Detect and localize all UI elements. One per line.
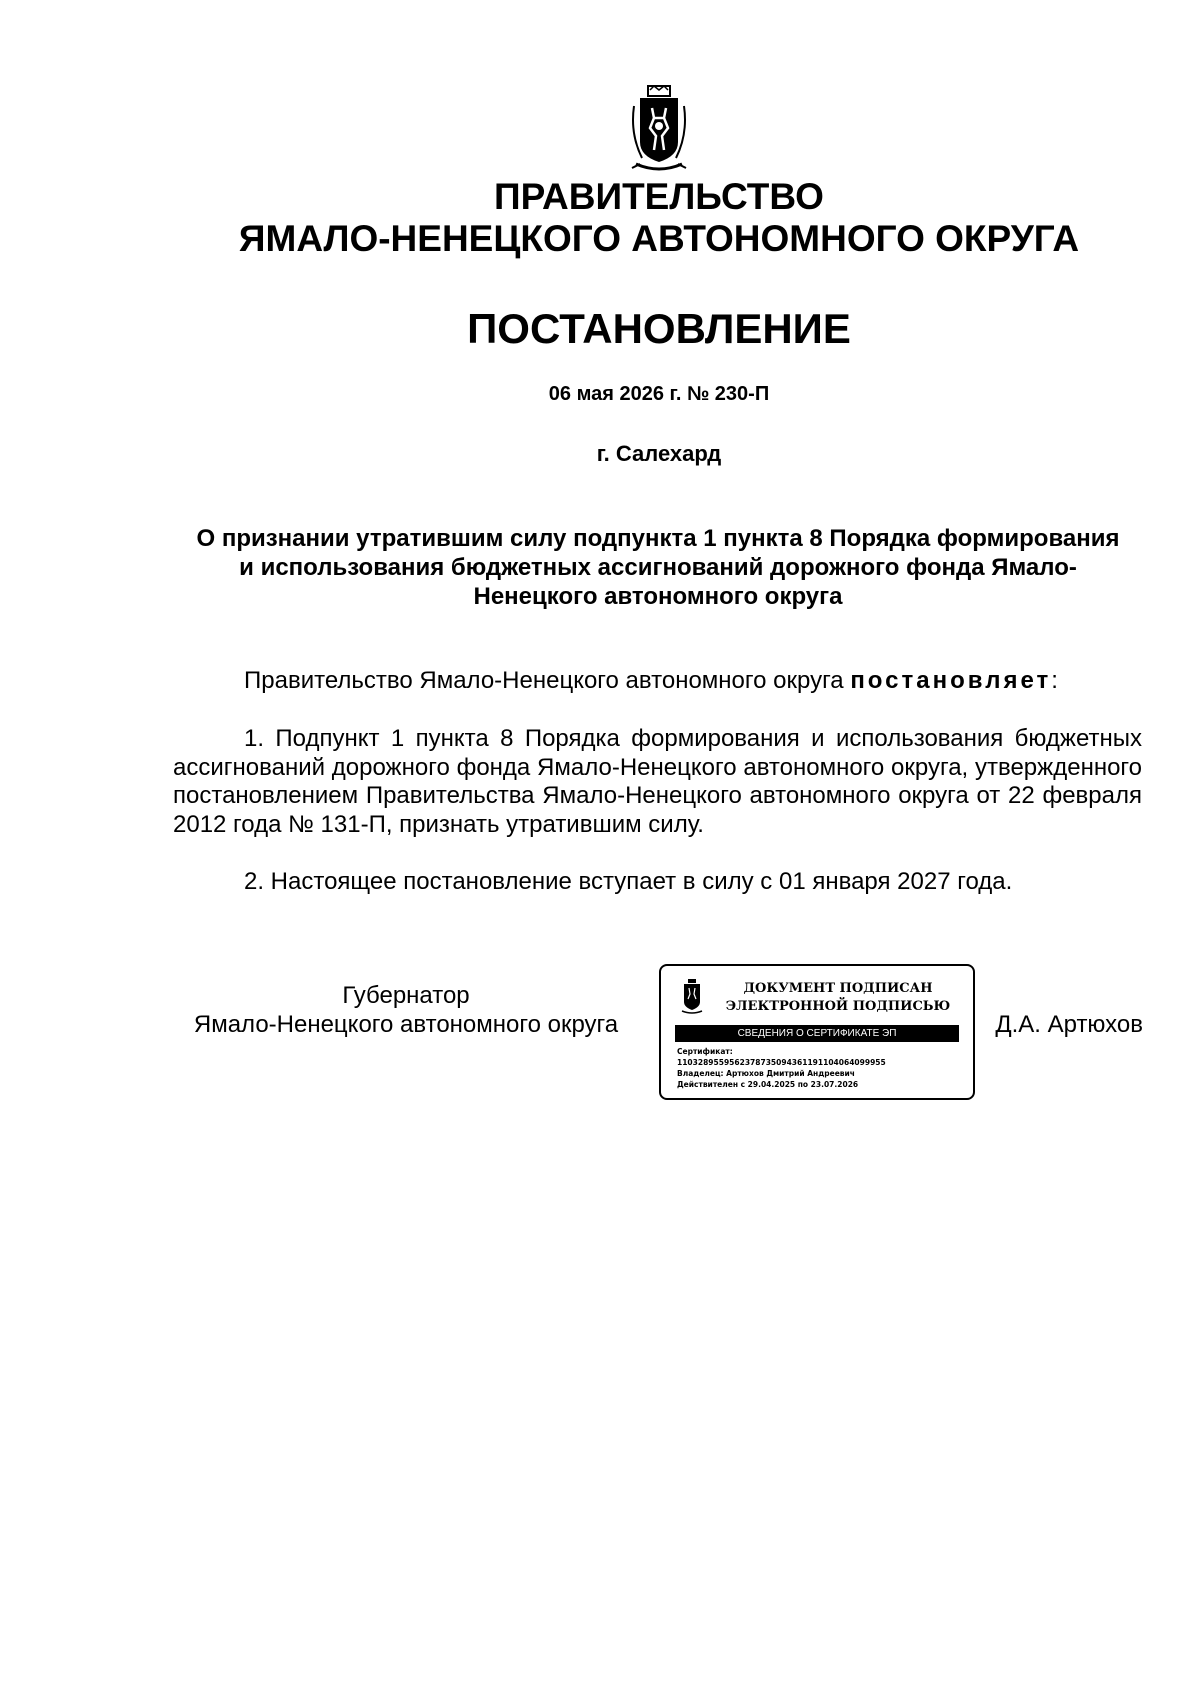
- preamble: [173, 667, 1142, 696]
- stamp-owner: Владелец: Артюхов Дмитрий Андреевич: [677, 1069, 855, 1078]
- coat-of-arms-icon: [630, 84, 688, 176]
- signer-title-line1: Губернатор: [342, 982, 470, 1009]
- document-number: 06 мая 2026 г. № 230-П: [548, 383, 770, 405]
- stamp-validity: Действителен с 29.04.2025 по 23.07.2026: [677, 1080, 859, 1089]
- document-city: г. Салехард: [596, 441, 722, 466]
- signer-title-line2: Ямало-Ненецкого автономного округа: [193, 1010, 619, 1038]
- government-title-line2: ЯМАЛО-НЕНЕЦКОГО АВТОНОМНОГО ОКРУГА: [238, 218, 1080, 259]
- preamble-emphasis: постановляет: [850, 667, 1052, 694]
- clause-2: 2. Настоящее постановление вступает в силу с 01 января 2027 года.: [244, 868, 1013, 895]
- electronic-signature-stamp: [659, 964, 975, 1100]
- government-title-line1: ПРАВИТЕЛЬСТВО: [494, 176, 824, 217]
- document-subject: О признании утратившим силу подпункта 1 пункта 8 Порядка формирования и использования бюджетных ассигнований дорожного фонда Ямало-Ненецкого автономного округа: [196, 525, 1120, 610]
- stamp-certificate-bar: СВЕДЕНИЯ О СЕРТИФИКАТЕ ЭП: [675, 1025, 959, 1042]
- signer-name: Д.А. Артюхов: [995, 1011, 1143, 1038]
- clause-1: 1. Подпункт 1 пункта 8 Порядка формирования и использования бюджетных ассигнований дорожного фонда Ямало-Ненецкого автономного округа, утвержденного постановлением Правительства Ямало-Ненецкого автономного округа от 22 февраля 2012 года № 131-П, признать утратившим силу.: [173, 725, 1142, 838]
- stamp-heading: [713, 980, 963, 1016]
- preamble-text: Правительство Ямало-Ненецкого автономного округа: [244, 667, 851, 694]
- stamp-heading-line1: ДОКУМЕНТ ПОДПИСАН: [743, 981, 933, 996]
- stamp-details: [677, 1046, 967, 1090]
- preamble-tail: :: [1051, 667, 1058, 694]
- stamp-coat-of-arms-icon: [681, 978, 703, 1014]
- signer-title: [173, 982, 639, 1039]
- stamp-heading-line2: ЭЛЕКТРОННОЙ ПОДПИСЬЮ: [725, 999, 951, 1014]
- stamp-certificate-number: 1103289559562378735094361191104064099955: [677, 1058, 886, 1067]
- stamp-certificate-label: Сертификат:: [677, 1047, 733, 1056]
- document-type: ПОСТАНОВЛЕНИЕ: [467, 305, 851, 352]
